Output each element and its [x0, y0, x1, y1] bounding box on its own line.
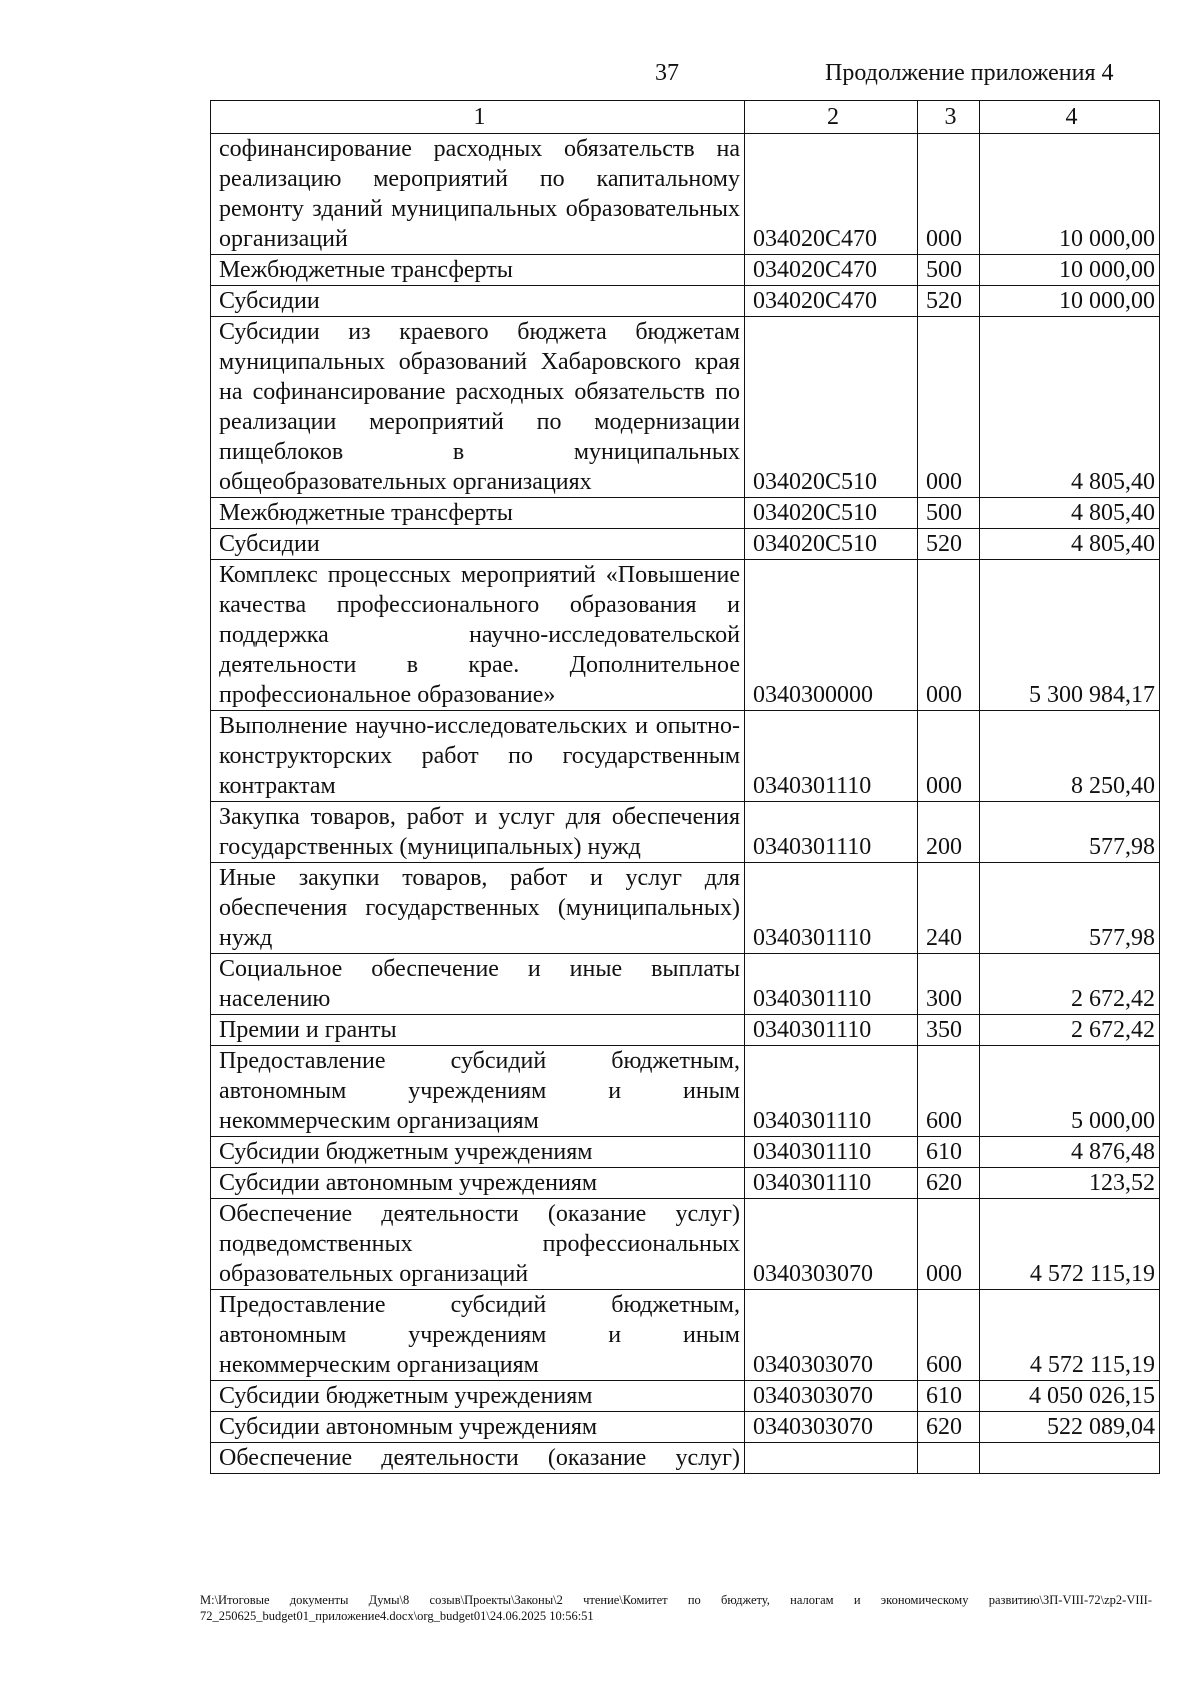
expense-name-cell: Субсидии: [211, 286, 745, 317]
document-file-path: M:\Итоговые документы Думы\8 созыв\Проекты\Законы\2 чтение\Комитет по бюджету, налогам и экономическому развитию\ЗП-VIII-72\zp2-VIII-72_250625_budget01_приложение4.docx\org_budget01\24.06.2025 10:56:51: [200, 1593, 1152, 1623]
table-row: [211, 317, 1160, 498]
expense-type-code-cell: 240: [918, 863, 980, 954]
target-article-code-cell: 034020C470: [745, 134, 918, 255]
target-article-code-cell: 0340301110: [745, 1168, 918, 1199]
table-row: [211, 255, 1160, 286]
table-row: [211, 1290, 1160, 1381]
amount-cell: 10 000,00: [980, 255, 1160, 286]
table-row: [211, 529, 1160, 560]
amount-cell: 5 300 984,17: [980, 560, 1160, 711]
table-header-row: [211, 101, 1160, 134]
table-row: [211, 711, 1160, 802]
expense-name-cell: Закупка товаров, работ и услуг для обеспечения государственных (муниципальных) нужд: [211, 802, 745, 863]
table-row: [211, 1381, 1160, 1412]
expense-name-cell: Субсидии: [211, 529, 745, 560]
expense-type-code-cell: 610: [918, 1381, 980, 1412]
expense-name-cell: Комплекс процессных мероприятий «Повышение качества профессионального образования и поддержка научно-исследовательской деятельности в крае. Дополнительное профессиональное образование»: [211, 560, 745, 711]
amount-cell: [980, 1443, 1160, 1474]
page-number: 37: [655, 60, 679, 86]
table-row: [211, 1443, 1160, 1474]
table-row: [211, 863, 1160, 954]
table-row: [211, 1168, 1160, 1199]
target-article-code-cell: 0340300000: [745, 560, 918, 711]
amount-cell: 4 572 115,19: [980, 1290, 1160, 1381]
table-row: [211, 954, 1160, 1015]
expense-name-cell: Иные закупки товаров, работ и услуг для обеспечения государственных (муниципальных) нужд: [211, 863, 745, 954]
amount-cell: 577,98: [980, 802, 1160, 863]
target-article-code-cell: 0340301110: [745, 1137, 918, 1168]
column-header: 3: [918, 101, 980, 134]
expense-name-cell: Предоставление субсидий бюджетным, автономным учреждениям и иным некоммерческим организациям: [211, 1290, 745, 1381]
expense-name-cell: Субсидии автономным учреждениям: [211, 1412, 745, 1443]
expense-type-code-cell: 600: [918, 1290, 980, 1381]
amount-cell: 10 000,00: [980, 134, 1160, 255]
expense-type-code-cell: 000: [918, 711, 980, 802]
expense-type-code-cell: 500: [918, 498, 980, 529]
target-article-code-cell: 0340301110: [745, 863, 918, 954]
expense-type-code-cell: 620: [918, 1168, 980, 1199]
expense-name-cell: Обеспечение деятельности (оказание услуг): [211, 1443, 745, 1474]
expense-type-code-cell: 200: [918, 802, 980, 863]
amount-cell: 4 050 026,15: [980, 1381, 1160, 1412]
expense-name-cell: Субсидии из краевого бюджета бюджетам муниципальных образований Хабаровского края на софинансирование расходных обязательств по реализации мероприятий по модернизации пищеблоков в муниципальных общеобразовательных организациях: [211, 317, 745, 498]
table-row: [211, 1137, 1160, 1168]
amount-cell: 522 089,04: [980, 1412, 1160, 1443]
amount-cell: 577,98: [980, 863, 1160, 954]
expense-name-cell: Субсидии бюджетным учреждениям: [211, 1137, 745, 1168]
table-row: [211, 498, 1160, 529]
target-article-code-cell: 034020C510: [745, 317, 918, 498]
target-article-code-cell: 0340301110: [745, 1046, 918, 1137]
expense-type-code-cell: 000: [918, 317, 980, 498]
amount-cell: 2 672,42: [980, 1015, 1160, 1046]
expense-type-code-cell: 350: [918, 1015, 980, 1046]
target-article-code-cell: 034020C510: [745, 529, 918, 560]
table-row: [211, 134, 1160, 255]
target-article-code-cell: [745, 1443, 918, 1474]
expense-name-cell: Субсидии бюджетным учреждениям: [211, 1381, 745, 1412]
expense-type-code-cell: 500: [918, 255, 980, 286]
expense-name-cell: Премии и гранты: [211, 1015, 745, 1046]
target-article-code-cell: 0340301110: [745, 711, 918, 802]
expense-name-cell: Субсидии автономным учреждениям: [211, 1168, 745, 1199]
target-article-code-cell: 034020C510: [745, 498, 918, 529]
target-article-code-cell: 0340301110: [745, 802, 918, 863]
expense-type-code-cell: 610: [918, 1137, 980, 1168]
expense-type-code-cell: 600: [918, 1046, 980, 1137]
table-row: [211, 1015, 1160, 1046]
expense-type-code-cell: 000: [918, 134, 980, 255]
table-row: [211, 802, 1160, 863]
amount-cell: 4 805,40: [980, 317, 1160, 498]
amount-cell: 4 876,48: [980, 1137, 1160, 1168]
target-article-code-cell: 0340301110: [745, 1015, 918, 1046]
target-article-code-cell: 0340303070: [745, 1290, 918, 1381]
expense-type-code-cell: 300: [918, 954, 980, 1015]
target-article-code-cell: 034020C470: [745, 255, 918, 286]
expense-type-code-cell: 620: [918, 1412, 980, 1443]
expense-name-cell: Обеспечение деятельности (оказание услуг) подведомственных профессиональных образовательных организаций: [211, 1199, 745, 1290]
expense-name-cell: Межбюджетные трансферты: [211, 498, 745, 529]
column-header: 4: [980, 101, 1160, 134]
expense-name-cell: софинансирование расходных обязательств на реализацию мероприятий по капитальному ремонту зданий муниципальных образовательных организаций: [211, 134, 745, 255]
table-row: [211, 1412, 1160, 1443]
budget-table: [210, 100, 1160, 1474]
amount-cell: 8 250,40: [980, 711, 1160, 802]
appendix-continuation-label: Продолжение приложения 4: [825, 60, 1114, 86]
table-row: [211, 1046, 1160, 1137]
amount-cell: 4 805,40: [980, 498, 1160, 529]
target-article-code-cell: 034020C470: [745, 286, 918, 317]
table-row: [211, 1199, 1160, 1290]
target-article-code-cell: 0340303070: [745, 1381, 918, 1412]
expense-type-code-cell: 000: [918, 560, 980, 711]
column-header: 2: [745, 101, 918, 134]
amount-cell: 4 572 115,19: [980, 1199, 1160, 1290]
expense-type-code-cell: 520: [918, 529, 980, 560]
column-header: 1: [211, 101, 745, 134]
amount-cell: 123,52: [980, 1168, 1160, 1199]
amount-cell: 10 000,00: [980, 286, 1160, 317]
table-row: [211, 560, 1160, 711]
expense-type-code-cell: 520: [918, 286, 980, 317]
amount-cell: 4 805,40: [980, 529, 1160, 560]
amount-cell: 5 000,00: [980, 1046, 1160, 1137]
expense-name-cell: Социальное обеспечение и иные выплаты населению: [211, 954, 745, 1015]
table-row: [211, 286, 1160, 317]
target-article-code-cell: 0340303070: [745, 1412, 918, 1443]
target-article-code-cell: 0340301110: [745, 954, 918, 1015]
table-body: [211, 134, 1160, 1474]
amount-cell: 2 672,42: [980, 954, 1160, 1015]
expense-name-cell: Выполнение научно-исследовательских и опытно-конструкторских работ по государственным контрактам: [211, 711, 745, 802]
target-article-code-cell: 0340303070: [745, 1199, 918, 1290]
expense-name-cell: Предоставление субсидий бюджетным, автономным учреждениям и иным некоммерческим организациям: [211, 1046, 745, 1137]
expense-name-cell: Межбюджетные трансферты: [211, 255, 745, 286]
expense-type-code-cell: [918, 1443, 980, 1474]
expense-type-code-cell: 000: [918, 1199, 980, 1290]
